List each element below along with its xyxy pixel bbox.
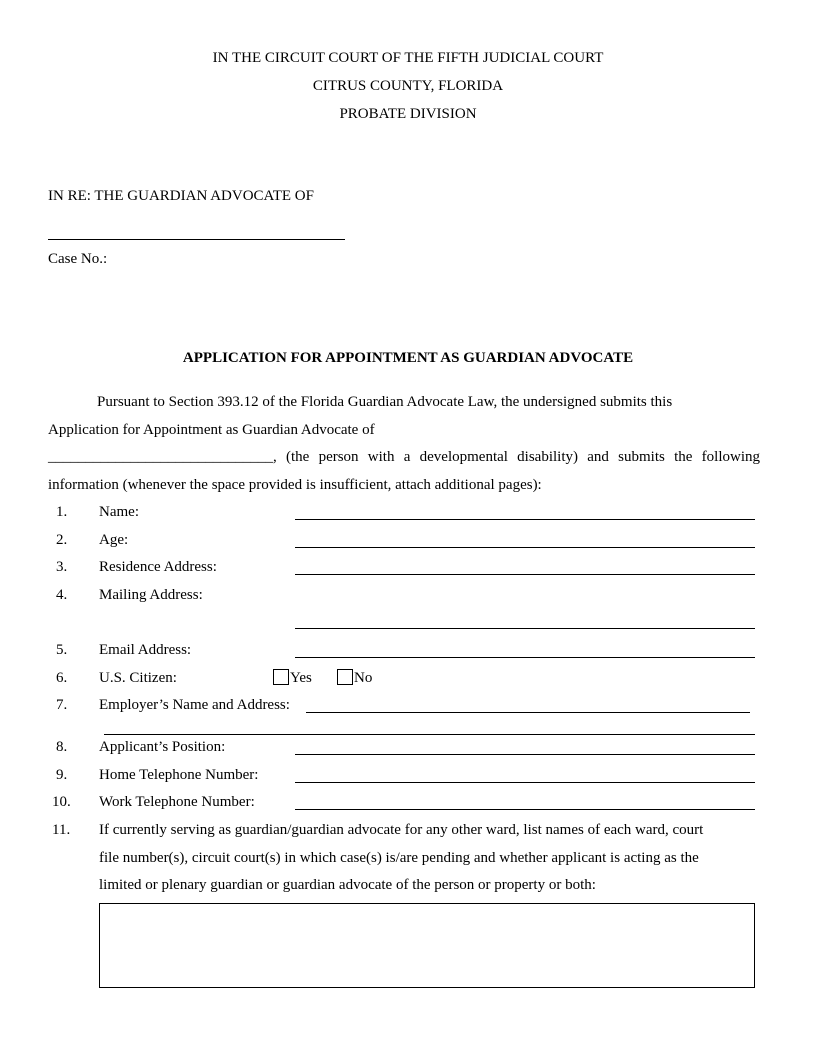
employer-label: Employer’s Name and Address: [99, 697, 290, 713]
home-phone-field[interactable] [295, 782, 755, 783]
employer-field[interactable] [306, 712, 750, 713]
citizen-yes-label: Yes [290, 670, 312, 686]
other-wards-textbox[interactable] [99, 903, 755, 988]
other-wards-text-2: file number(s), circuit court(s) in which case(s) is/are pending and whether applicant is acting as the [99, 850, 699, 866]
item-number: 10. [52, 794, 71, 810]
other-wards-text-1: If currently serving as guardian/guardian advocate for any other ward, list names of each ward, court [99, 822, 704, 838]
disabled-person-blank[interactable]: ______________________________, [48, 449, 277, 465]
division-name: PROBATE DIVISION [339, 106, 477, 122]
name-field[interactable] [295, 519, 755, 520]
citizen-yes-checkbox[interactable] [273, 669, 289, 685]
intro-line-2: Application for Appointment as Guardian Advocate of [48, 422, 375, 438]
item-number: 1. [56, 504, 68, 520]
item-number: 5. [56, 642, 68, 658]
work-phone-field[interactable] [295, 809, 755, 810]
case-number-label: Case No.: [48, 251, 108, 267]
residence-address-field[interactable] [295, 574, 755, 575]
age-label: Age: [99, 532, 129, 548]
email-address-label: Email Address: [99, 642, 192, 658]
item-number: 7. [56, 697, 68, 713]
other-wards-text-3: limited or plenary guardian or guardian advocate of the person or property or both: [99, 877, 596, 893]
citizen-no-label: No [354, 670, 373, 686]
item-number: 9. [56, 767, 68, 783]
court-name: IN THE CIRCUIT COURT OF THE FIFTH JUDICIAL COURT [212, 50, 604, 66]
item-number: 8. [56, 739, 68, 755]
county-name: CITRUS COUNTY, FLORIDA [312, 78, 504, 94]
in-re-label: IN RE: THE GUARDIAN ADVOCATE OF [48, 188, 314, 204]
age-field[interactable] [295, 547, 755, 548]
item-number: 11. [52, 822, 71, 838]
item-number: 6. [56, 670, 68, 686]
home-phone-label: Home Telephone Number: [99, 767, 259, 783]
intro-line-3-text: (the person with a developmental disability) and submits the following [286, 449, 760, 465]
residence-address-label: Residence Address: [99, 559, 217, 575]
work-phone-label: Work Telephone Number: [99, 794, 255, 810]
applicant-position-field[interactable] [295, 754, 755, 755]
item-number: 2. [56, 532, 68, 548]
ward-name-line[interactable] [48, 239, 345, 240]
mailing-address-label: Mailing Address: [99, 587, 203, 603]
item-number: 3. [56, 559, 68, 575]
us-citizen-label: U.S. Citizen: [99, 670, 177, 686]
citizen-no-checkbox[interactable] [337, 669, 353, 685]
email-address-field[interactable] [295, 657, 755, 658]
mailing-address-field[interactable] [295, 628, 755, 629]
applicant-position-label: Applicant’s Position: [99, 739, 226, 755]
intro-line-3 [48, 449, 760, 466]
employer-field-continued[interactable] [104, 734, 755, 735]
intro-line-1: Pursuant to Section 393.12 of the Florida Guardian Advocate Law, the undersigned submits this [97, 394, 673, 410]
document-title: APPLICATION FOR APPOINTMENT AS GUARDIAN ADVOCATE [182, 350, 634, 366]
intro-line-4: information (whenever the space provided is insufficient, attach additional pages): [48, 477, 542, 493]
item-number: 4. [56, 587, 68, 603]
name-label: Name: [99, 504, 139, 520]
